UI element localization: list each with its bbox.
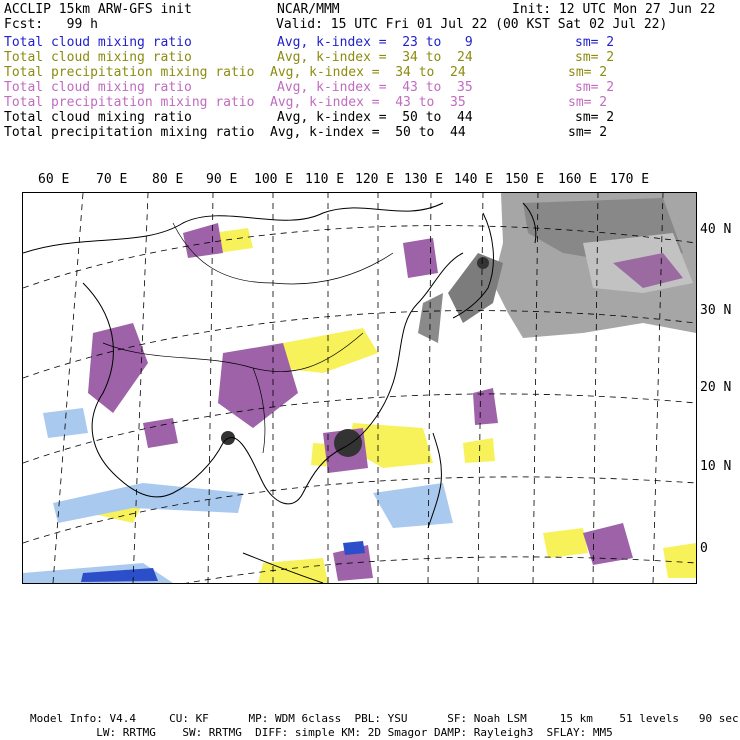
field-avg: Avg, k-index = 23 to 9 [277,35,473,50]
lon-label: 130 E [404,172,444,187]
field-sm: sm= 2 [568,125,608,140]
lat-label: 0 [700,541,708,556]
field-sm: sm= 2 [568,65,608,80]
model-info-line1: Model Info: V4.4 CU: KF MP: WDM 6class PBL: YSU SF: Noah LSM 15 km 51 levels 90 sec [30,712,739,725]
field-sm: sm= 2 [575,80,615,95]
field-name: Total cloud mixing ratio [4,110,192,125]
lon-label: 140 E [454,172,494,187]
lon-label: 90 E [206,172,238,187]
field-name: Total cloud mixing ratio [4,50,192,65]
valid-time: Valid: 15 UTC Fri 01 Jul 22 (00 KST Sat 02 Jul 22) [276,17,668,32]
init-time: Init: 12 UTC Mon 27 Jun 22 [512,2,716,17]
map-panel [22,192,697,584]
field-avg: Avg, k-index = 34 to 24 [277,50,473,65]
lon-label: 120 E [355,172,395,187]
field-avg: Avg, k-index = 50 to 44 [270,125,466,140]
lat-label: 40 N [700,222,732,237]
lat-label: 20 N [700,380,732,395]
field-avg: Avg, k-index = 43 to 35 [270,95,466,110]
lon-label: 60 E [38,172,70,187]
forecast-hour: Fcst: 99 h [4,17,98,32]
title-center: NCAR/MMM [277,2,340,17]
lon-label: 150 E [505,172,545,187]
lon-label: 70 E [96,172,128,187]
field-sm: sm= 2 [575,50,615,65]
lon-label: 160 E [558,172,598,187]
lon-label: 100 E [254,172,294,187]
field-sm: sm= 2 [568,95,608,110]
field-name: Total precipitation mixing ratio [4,125,255,140]
lat-label: 10 N [700,459,732,474]
lon-label: 110 E [305,172,345,187]
gray-cloud-field [418,193,696,343]
field-sm: sm= 2 [575,35,615,50]
field-avg: Avg, k-index = 43 to 35 [277,80,473,95]
field-name: Total cloud mixing ratio [4,80,192,95]
field-name: Total precipitation mixing ratio [4,95,255,110]
map-canvas [23,193,696,583]
lon-label: 80 E [152,172,184,187]
field-sm: sm= 2 [575,110,615,125]
lon-label: 170 E [610,172,650,187]
field-avg: Avg, k-index = 34 to 24 [270,65,466,80]
field-name: Total precipitation mixing ratio [4,65,255,80]
model-info-line2: LW: RRTMG SW: RRTMG DIFF: simple KM: 2D Smagor DAMP: Rayleigh3 SFLAY: MM5 [30,726,613,739]
field-avg: Avg, k-index = 50 to 44 [277,110,473,125]
title-left: ACCLIP 15km ARW-GFS init [4,2,192,17]
lat-label: 30 N [700,303,732,318]
field-name: Total cloud mixing ratio [4,35,192,50]
